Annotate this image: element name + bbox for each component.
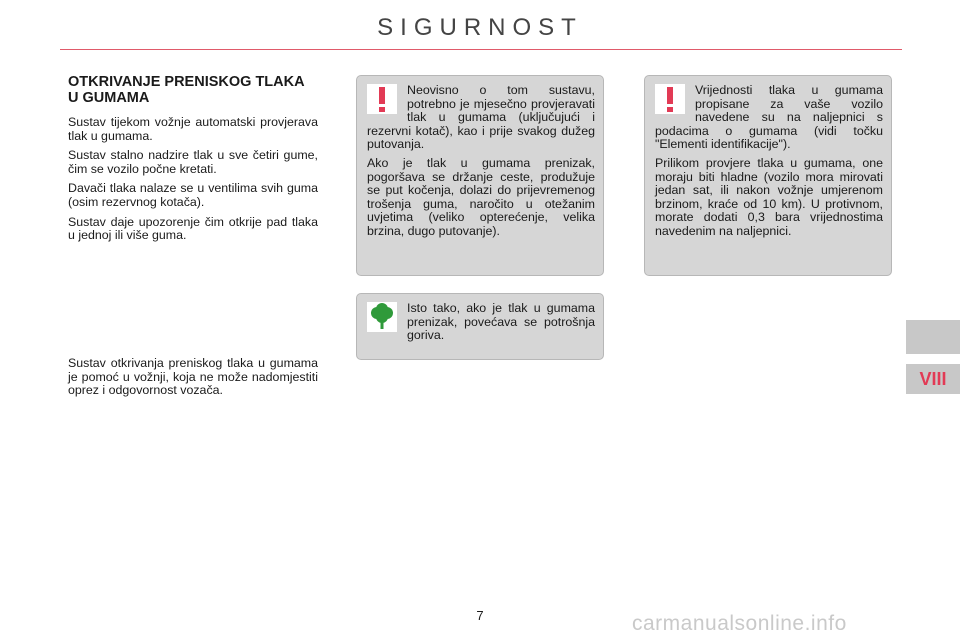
warning-paragraph: Neovisno o tom sustavu, potrebno je mjesečno provjeravati tlak u gumama (uključujući i rezervni kotač), kao i prije svakog dužeg putovanja. [367,83,595,152]
warning-paragraph: Prilikom provjere tlaka u gumama, one moraju biti hladne (vozilo mora mirovati jedan sat, ili nakon vožnje umjerenom brzinom, kraće od 10 km). U protivnom, morate dodati 0,3 bara vrijednostima navedenim na naljepnici. [655,155,883,238]
header-divider [60,49,902,50]
note-text [68,357,318,404]
exclamation-warning-icon [655,84,685,114]
page-number: 7 [476,608,484,623]
exclamation-warning-icon [367,84,397,114]
note-paragraph: Sustav otkrivanja preniskog tlaka u gumama je pomoć u vožnji, koja ne može nadomjestiti oprez i odgovornost vozača. [68,356,318,398]
chapter-marker-block [906,320,960,354]
warning-box-regular-check [356,75,604,276]
section-title: OTKRIVANJE PRENISKOG TLAKA U GUMAMA [68,74,305,106]
warning-paragraph: Ako je tlak u gumama prenizak, pogoršava se držanje ceste, produžuje se put kočenja, dolazi do prijevremenog trošenja guma, naročito u otežanim uvjetima (veliko opterećenje, velika brzina, dugo putovanje). [367,155,595,238]
chapter-tab[interactable]: VIII [906,364,960,394]
intro-paragraph: Sustav daje upozorenje čim otkrije pad tlaka u jednoj ili više guma. [68,214,318,243]
eco-paragraph: Isto tako, ako je tlak u gumama prenizak, povećava se potrošnja goriva. [407,301,595,343]
intro-paragraph: Sustav tijekom vožnje automatski provjerava tlak u gumama. [68,115,318,143]
intro-paragraph: Davači tlaka nalaze se u ventilima svih guma (osim rezervnog kotača). [68,181,318,209]
warning-box-pressure-values [644,75,892,276]
watermark: carmanualsonline.info [632,612,847,635]
eco-box-fuel-consumption [356,293,604,360]
warning-paragraph: Vrijednosti tlaka u gumama propisane za vaše vozilo navedene su na naljepnici s podacima o gumama (vidi točku "Elementi identifikacije"). [655,83,883,152]
tree-eco-icon [367,302,397,332]
intro-text [68,116,318,249]
page-title: SIGURNOST [377,14,583,41]
intro-paragraph: Sustav stalno nadzire tlak u sve četiri gume, čim se vozilo počne kretati. [68,148,318,176]
